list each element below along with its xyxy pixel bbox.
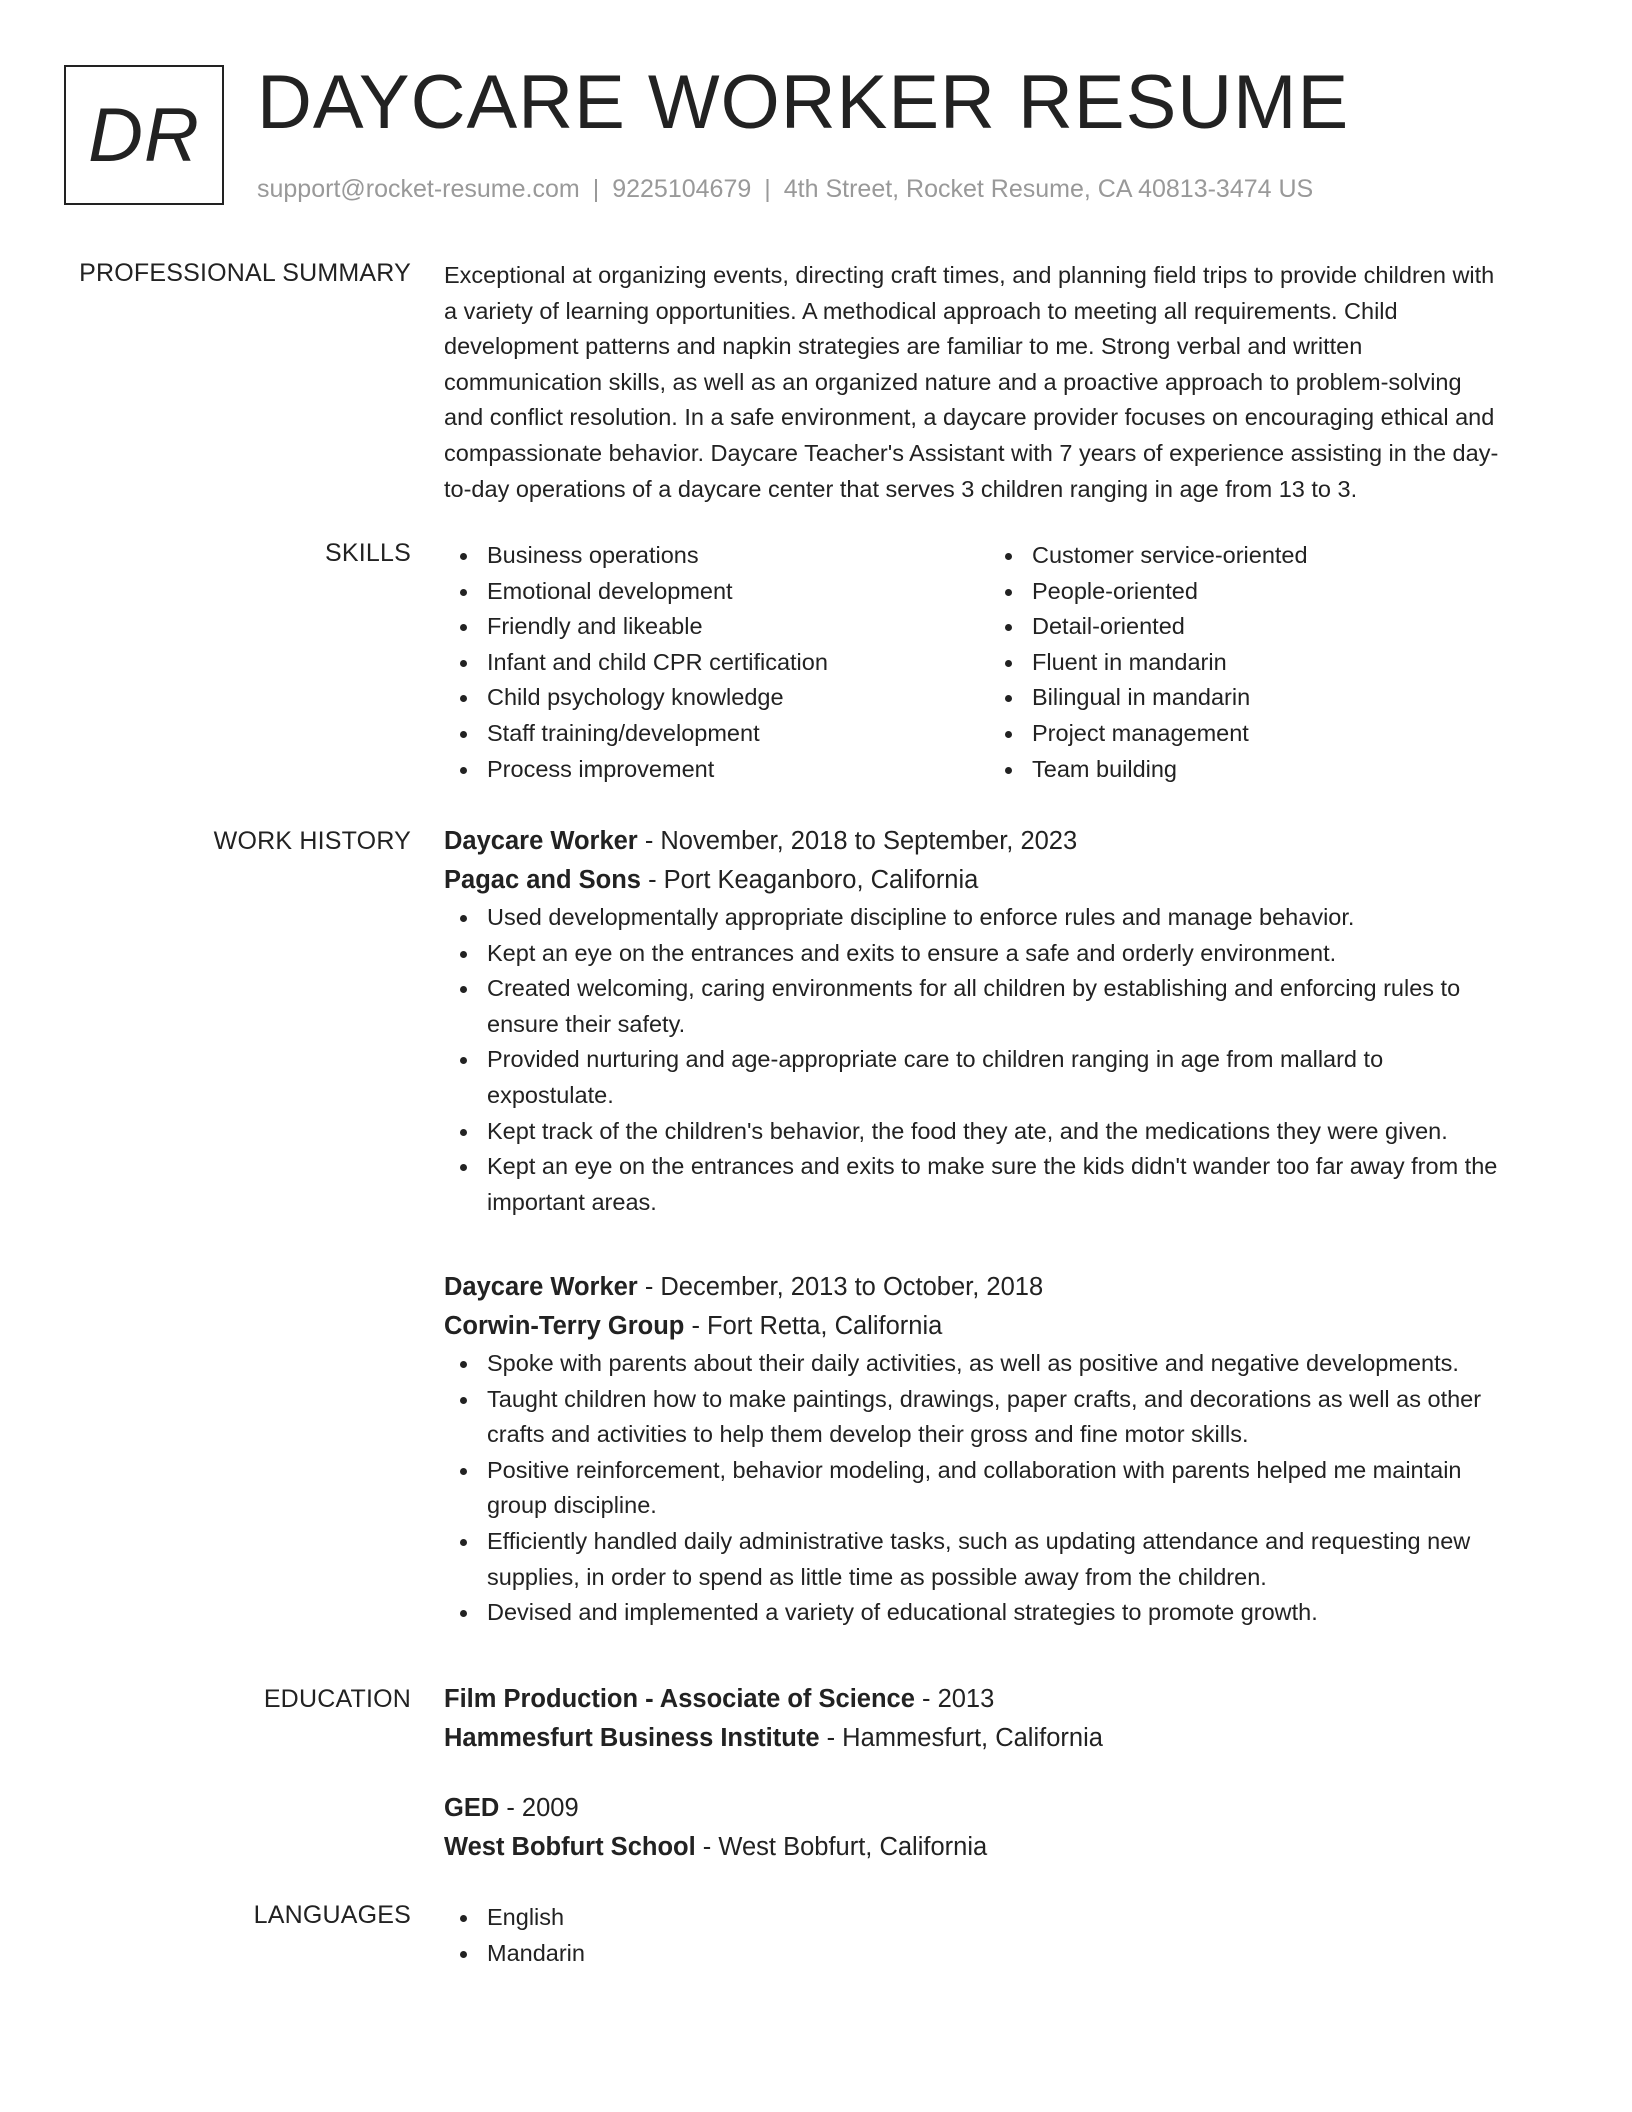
education-degree-line	[444, 1789, 1556, 1828]
summary-line: and conflict resolution. In a safe environment, a daycare provider focuses on encouraging ethical and	[444, 404, 1495, 431]
job-company-line	[444, 861, 1556, 900]
contact-separator: |	[592, 175, 600, 203]
skill-item: Customer service-oriented	[989, 538, 1534, 574]
skills-list-left	[444, 538, 989, 787]
duty-line: Spoke with parents about their daily activities, as well as positive and negative developments.	[487, 1350, 1459, 1376]
job-duty-item	[444, 1114, 1556, 1150]
skills-grid	[444, 538, 1556, 787]
skill-item: Infant and child CPR certification	[444, 645, 989, 681]
duty-line: Provided nurturing and age-appropriate care to children ranging in age from mallard to	[487, 1046, 1384, 1073]
language-list	[444, 1900, 1556, 1971]
education-degree: Film Production - Associate of Science	[444, 1685, 915, 1713]
education-location: - Hammesfurt, California	[819, 1724, 1103, 1752]
job-duty-item	[444, 1524, 1556, 1595]
job-title: Daycare Worker	[444, 1273, 638, 1301]
contact-separator: |	[764, 175, 771, 203]
summary-line: Exceptional at organizing events, directing craft times, and planning field trips to provide children with	[444, 262, 1495, 288]
job-entry	[444, 822, 1556, 1220]
job-duty-item	[444, 1382, 1556, 1453]
job-duty-item	[444, 1453, 1556, 1524]
section-label-work-history: WORK HISTORY	[213, 827, 411, 855]
job-title: Daycare Worker	[444, 827, 638, 855]
job-duties-list	[444, 900, 1556, 1220]
summary-text	[444, 258, 1556, 507]
education-year: - 2009	[499, 1794, 579, 1822]
skill-item: Child psychology knowledge	[444, 680, 989, 716]
job-company-line	[444, 1307, 1556, 1346]
skills-list-right	[989, 538, 1534, 787]
education-year: - 2013	[914, 1685, 995, 1713]
education-school-line	[444, 1828, 1556, 1867]
summary-line: a variety of learning opportunities. A methodical approach to meeting all requirements. Child	[444, 297, 1398, 324]
job-duty-item	[444, 1042, 1556, 1113]
job-duty-item	[444, 971, 1556, 1042]
job-company: Corwin-Terry Group	[444, 1312, 685, 1340]
section-label-summary: PROFESSIONAL SUMMARY	[79, 259, 411, 287]
job-location: - Port Keaganboro, California	[640, 866, 979, 894]
skill-item: Friendly and likeable	[444, 609, 989, 645]
contact-email[interactable]: support@rocket-resume.com	[257, 175, 580, 203]
language-item: English	[444, 1900, 1556, 1936]
education-school: West Bobfurt School	[444, 1833, 696, 1861]
duty-line: expostulate.	[487, 1081, 614, 1108]
resume-title: DAYCARE WORKER RESUME	[257, 60, 1350, 145]
skill-item: People-oriented	[989, 574, 1534, 610]
skill-item: Staff training/development	[444, 716, 989, 752]
summary-line: communication skills, as well as an organized nature and a proactive approach to problem-solving	[444, 368, 1462, 395]
education-entry	[444, 1680, 1556, 1758]
duty-line: Kept an eye on the entrances and exits to ensure a safe and orderly environment.	[487, 939, 1337, 966]
summary-line: compassionate behavior. Daycare Teacher's Assistant with 7 years of experience assisting in the day-	[444, 439, 1499, 466]
education-entry	[444, 1789, 1556, 1867]
job-duty-item	[444, 936, 1556, 972]
duty-line: Used developmentally appropriate discipline to enforce rules and manage behavior.	[487, 904, 1355, 930]
education-school: Hammesfurt Business Institute	[444, 1724, 820, 1752]
skill-item: Detail-oriented	[989, 609, 1534, 645]
job-location: - Fort Retta, California	[684, 1312, 943, 1340]
monogram-badge: DR	[64, 65, 224, 205]
job-dates: - December, 2013 to October, 2018	[637, 1273, 1044, 1301]
education-degree-line	[444, 1680, 1556, 1719]
summary-line: development patterns and napkin strategies are familiar to me. Strong verbal and written	[444, 333, 1363, 360]
duty-line: Kept track of the children's behavior, the food they ate, and the medications they were given.	[487, 1117, 1448, 1144]
duty-line: Devised and implemented a variety of educational strategies to promote growth.	[487, 1599, 1318, 1626]
education-school-line	[444, 1719, 1556, 1758]
job-duty-item	[444, 1595, 1556, 1631]
job-duty-item	[444, 900, 1556, 936]
contact-phone[interactable]: 9225104679	[612, 175, 752, 203]
job-title-line	[444, 822, 1556, 861]
section-label-education: EDUCATION	[263, 1685, 411, 1713]
skill-item: Bilingual in mandarin	[989, 680, 1534, 716]
duty-line: Created welcoming, caring environments for all children by establishing and enforcing rules to	[487, 975, 1461, 1002]
duty-line: Efficiently handled daily administrative tasks, such as updating attendance and requesting new	[487, 1527, 1471, 1554]
skill-item: Process improvement	[444, 752, 989, 788]
job-dates: - November, 2018 to September, 2023	[637, 827, 1078, 855]
contact-address: 4th Street, Rocket Resume, CA 40813-3474 US	[783, 175, 1314, 203]
job-duty-item	[444, 1346, 1556, 1382]
section-label-skills: SKILLS	[325, 539, 411, 567]
duty-line: Kept an eye on the entrances and exits to make sure the kids didn't wander too far away from the	[487, 1153, 1498, 1180]
duty-line: Positive reinforcement, behavior modeling, and collaboration with parents helped me maintain	[487, 1456, 1462, 1483]
languages-list	[444, 1900, 1556, 1971]
skill-item: Fluent in mandarin	[989, 645, 1534, 681]
duty-line: Taught children how to make paintings, drawings, paper crafts, and decorations as well as other	[487, 1385, 1482, 1412]
skill-item: Emotional development	[444, 574, 989, 610]
job-duties-list	[444, 1346, 1556, 1631]
duty-line: group discipline.	[487, 1492, 657, 1519]
duty-line: important areas.	[487, 1188, 657, 1215]
job-duty-item	[444, 1149, 1556, 1220]
contact-line	[257, 174, 1313, 204]
skill-item: Project management	[989, 716, 1534, 752]
duty-line: supplies, in order to spend as little time as possible away from the children.	[487, 1563, 1267, 1590]
summary-line: to-day operations of a daycare center that serves 3 children ranging in age from 13 to 3.	[444, 475, 1358, 502]
skill-item: Business operations	[444, 538, 989, 574]
job-entry	[444, 1268, 1556, 1631]
duty-line: crafts and activities to help them develop their gross and fine motor skills.	[487, 1421, 1249, 1448]
job-company: Pagac and Sons	[444, 866, 641, 894]
skill-item: Team building	[989, 752, 1534, 788]
language-item: Mandarin	[444, 1936, 1556, 1972]
education-location: - West Bobfurt, California	[695, 1833, 988, 1861]
education-degree: GED	[444, 1794, 500, 1822]
section-label-languages: LANGUAGES	[253, 1901, 411, 1929]
job-title-line	[444, 1268, 1556, 1307]
duty-line: ensure their safety.	[487, 1010, 686, 1037]
